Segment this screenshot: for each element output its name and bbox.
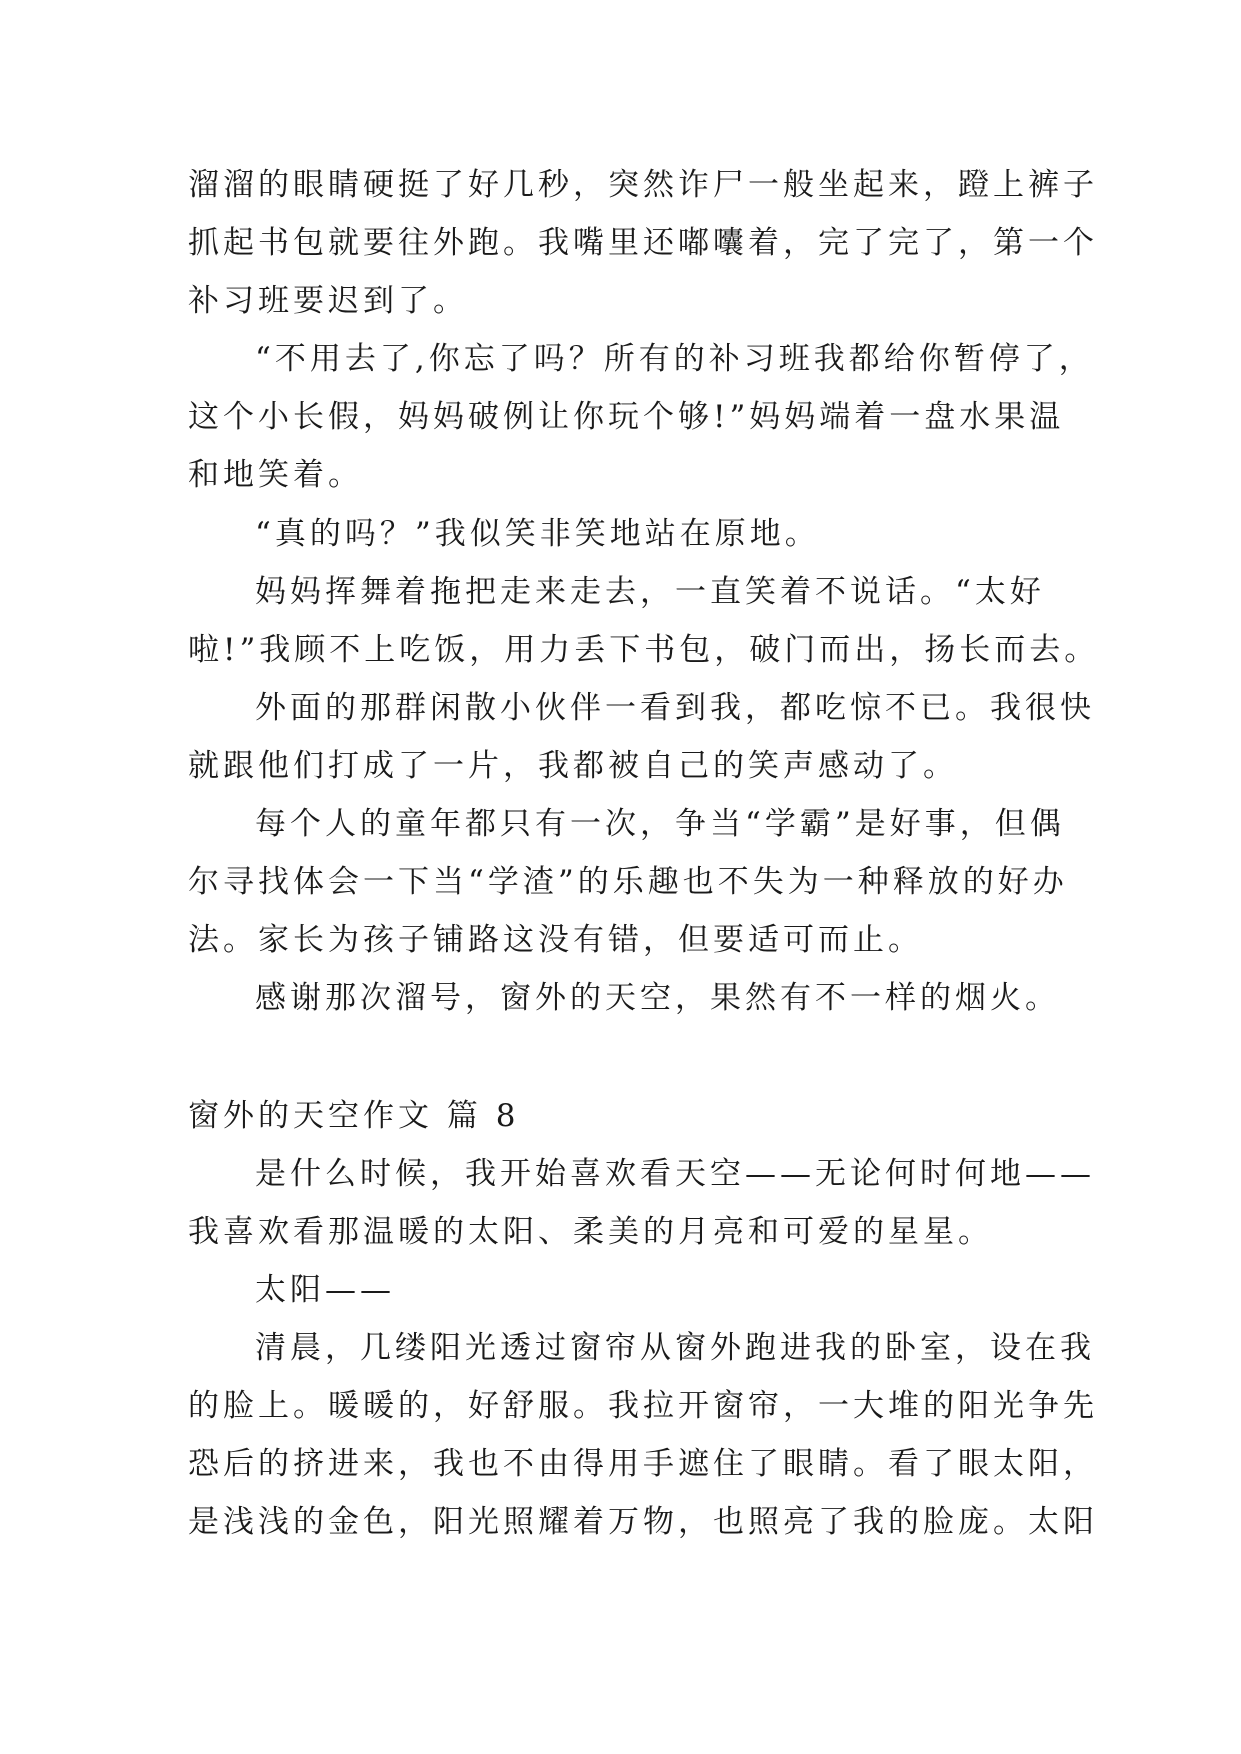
text-line: 妈妈挥舞着拖把走来走去，一直笑着不说话。“太好 [255,574,1045,610]
text-line: “不用去了,你忘了吗？所有的补习班我都给你暂停了， [255,341,1094,377]
text-line: 和地笑着。 [188,457,363,493]
text-line: 太阳—— [255,1272,395,1308]
text-line: 的脸上。暖暖的，好舒服。我拉开窗帘，一大堆的阳光争先 [188,1388,1098,1424]
text-line: 溜溜的眼睛硬挺了好几秒，突然诈尸一般坐起来，蹬上裤子 [188,167,1098,203]
text-line: 恐后的挤进来，我也不由得用手遮住了眼睛。看了眼太阳， [188,1446,1098,1482]
text-line: 每个人的童年都只有一次，争当“学霸”是好事，但偶 [255,806,1065,842]
text-line: 法。家长为孩子铺路这没有错，但要适可而止。 [188,922,923,958]
text-line: 清晨，几缕阳光透过窗帘从窗外跑进我的卧室，设在我 [255,1330,1095,1366]
text-line: “真的吗？”我似笑非笑地站在原地。 [255,516,820,552]
text-line: 我喜欢看那温暖的太阳、柔美的月亮和可爱的星星。 [188,1214,993,1250]
text-line: 补习班要迟到了。 [188,283,468,319]
text-line: 就跟他们打成了一片，我都被自己的笑声感动了。 [188,748,958,784]
text-line: 感谢那次溜号，窗外的天空，果然有不一样的烟火。 [255,980,1060,1016]
section-heading: 窗外的天空作文 篇 8 [188,1098,520,1134]
text-line: 是浅浅的金色，阳光照耀着万物，也照亮了我的脸庞。太阳 [188,1504,1098,1540]
text-line: 是什么时候，我开始喜欢看天空——无论何时何地—— [255,1156,1095,1192]
text-line: 外面的那群闲散小伙伴一看到我，都吃惊不已。我很快 [255,690,1095,726]
text-line: 啦!”我顾不上吃饭，用力丢下书包，破门而出，扬长而去。 [188,632,1100,668]
text-line: 这个小长假，妈妈破例让你玩个够!”妈妈端着一盘水果温 [188,399,1065,435]
text-line: 尔寻找体会一下当“学渣”的乐趣也不失为一种释放的好办 [188,864,1068,900]
text-line: 抓起书包就要往外跑。我嘴里还嘟囔着，完了完了，第一个 [188,225,1098,261]
